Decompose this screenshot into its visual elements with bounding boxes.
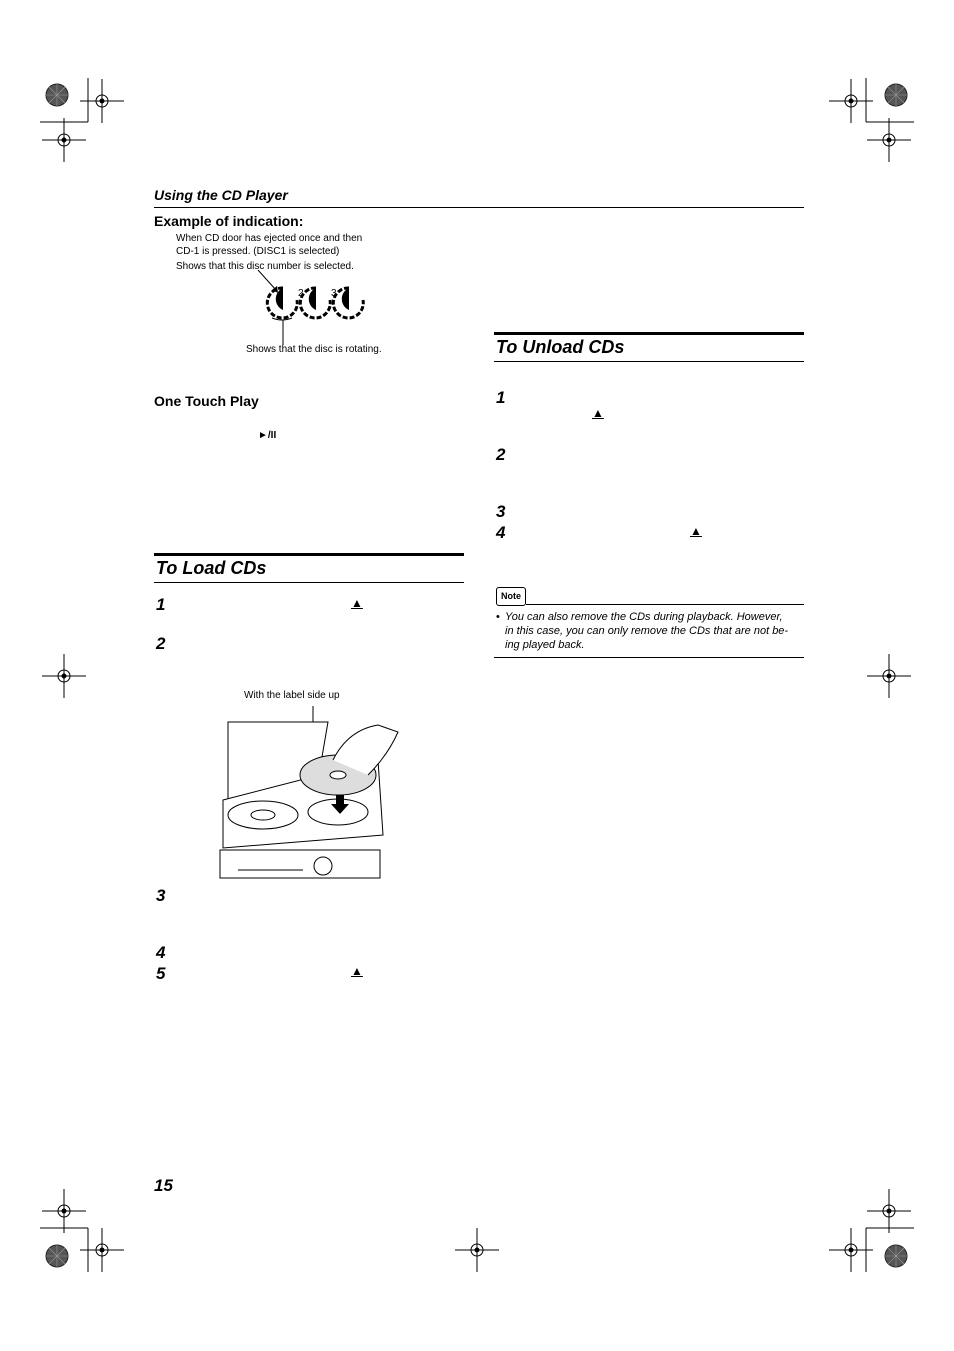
running-header: Using the CD Player: [154, 187, 288, 203]
note-rule-bottom: [494, 657, 804, 658]
load-step-3: 3: [156, 886, 166, 905]
note-badge: [496, 587, 526, 606]
eject-icon: ▲: [690, 524, 702, 538]
load-step-2: 2: [156, 634, 166, 653]
unload-step-3: 3: [496, 502, 506, 521]
disc-icon-3: [333, 288, 363, 318]
disc-number-3: 3: [331, 288, 337, 299]
callout-bottom: Shows that the disc is rotating.: [246, 344, 382, 355]
note-line-1: You can also remove the CDs during playback. However,: [505, 611, 783, 623]
disc-icon-1: [267, 288, 297, 318]
callout-line-1: When CD door has ejected once and then: [176, 233, 363, 244]
unload-rule-top: [494, 332, 804, 335]
callout-line-3: Shows that this disc number is selected.: [176, 261, 354, 272]
play-pause-symbol: ►/II: [258, 430, 277, 441]
disc-indicator-illustration: [250, 270, 390, 345]
note-line-2: in this case, you can only remove the CDs that are not be-: [505, 625, 789, 637]
unload-step-4: 4: [496, 523, 506, 542]
note-rule-top: [526, 604, 804, 605]
note-line-3: ing played back.: [505, 639, 585, 651]
disc-icon-2: [300, 288, 330, 318]
unload-step-1: 1: [496, 388, 506, 407]
note-label: Note: [501, 591, 521, 601]
cd-loading-illustration: [218, 700, 408, 880]
note-bullet: •: [496, 611, 500, 623]
eject-icon: ▲: [592, 406, 604, 420]
load-step-4: 4: [156, 943, 166, 962]
disc-number-2: 2: [298, 288, 304, 299]
page-number: 15: [154, 1176, 173, 1195]
load-step-1: 1: [156, 595, 166, 614]
illustration-caption: With the label side up: [244, 690, 340, 701]
eject-icon: ▲: [351, 964, 363, 978]
example-heading: Example of indication:: [154, 213, 304, 229]
load-rule-bottom: [154, 582, 464, 583]
load-step-5: 5: [156, 964, 166, 983]
unload-step-2: 2: [496, 445, 506, 464]
callout-line-2: CD-1 is pressed. (DISC1 is selected): [176, 246, 340, 257]
one-touch-heading: One Touch Play: [154, 393, 259, 409]
unload-section-title: To Unload CDs: [496, 337, 625, 357]
unload-rule-bottom: [494, 361, 804, 362]
load-rule-top: [154, 553, 464, 556]
header-rule: [154, 207, 804, 208]
load-section-title: To Load CDs: [156, 558, 267, 578]
eject-icon: ▲: [351, 596, 363, 610]
